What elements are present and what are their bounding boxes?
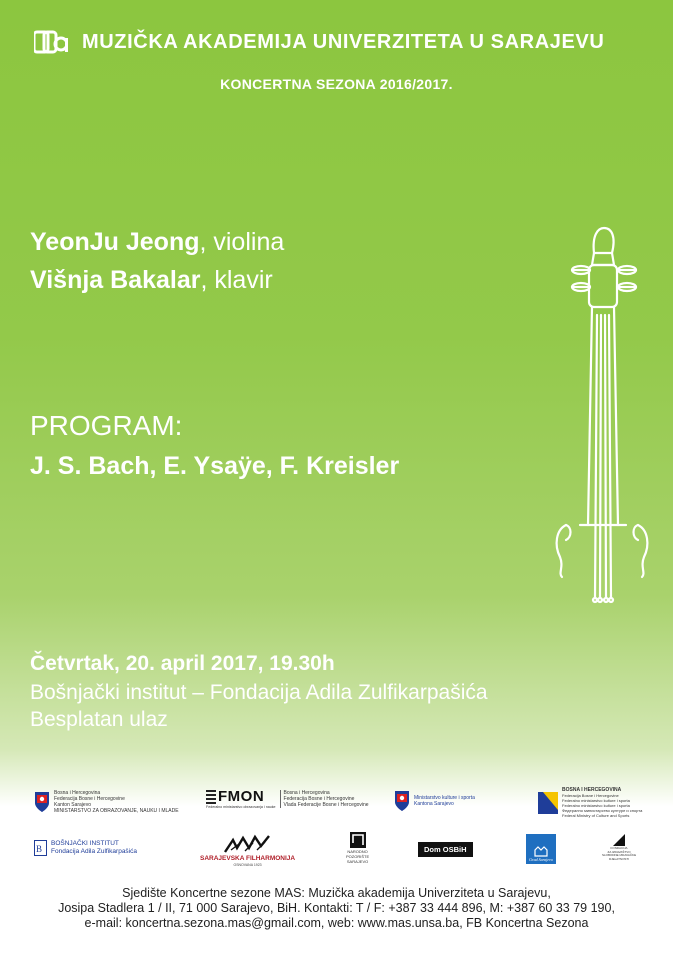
program-label: PROGRAM: xyxy=(30,410,183,441)
sponsor-text: Ministarstvo kulture i sporta xyxy=(414,795,475,801)
sponsor-text: SARAJEVSKA FILHARMONIJA xyxy=(200,855,296,862)
bih-flag-icon xyxy=(538,792,558,814)
footer-contact xyxy=(0,886,673,931)
sponsor-sarajevska-filharmonija xyxy=(200,834,295,867)
performer-instrument: , violina xyxy=(199,228,285,256)
season-title: KONCERTNA SEZONA 2016/2017. xyxy=(220,76,453,92)
violin-outline-icon xyxy=(548,225,656,605)
sponsor-text: Vlada Federacije Bosne i Hercegovine xyxy=(283,801,369,808)
sponsor-text: Kantona Sarajevo xyxy=(414,801,454,807)
sponsor-text: DJELATNOSTI xyxy=(608,856,630,861)
academy-title: MUZIČKA AKADEMIJA UNIVERZITETA U SARAJEVU xyxy=(82,31,605,53)
sponsor-text: Federal Ministry of Culture and Sports xyxy=(562,813,630,818)
performer-name: YeonJu Jeong xyxy=(30,228,200,256)
sponsor-text: OSNOVANA 1923 xyxy=(233,863,262,867)
sponsor-text: FONDACIJA xyxy=(610,846,628,850)
coat-of-arms-icon xyxy=(34,791,50,813)
sponsor-text: Bosna i Hercegovina xyxy=(54,790,101,796)
program-composers: J. S. Bach, E. Ysaÿe, F. Kreisler xyxy=(30,452,400,480)
event-venue: Bošnjački institut – Fondacija Adila Zulfikarpašića xyxy=(30,681,488,704)
sponsor-federal-ministry-culture xyxy=(538,788,642,818)
sponsor-text: Federacija Bosne i Hercegovine xyxy=(54,796,125,802)
sponsor-text: BOŠNJAČKI INSTITUT xyxy=(51,840,119,847)
footer-line: Sjedište Koncertne sezone MAS: Muzička akademija Univerziteta u Sarajevu, xyxy=(122,886,551,900)
sponsor-grad-sarajevo xyxy=(526,834,556,864)
sponsor-text: Kanton Sarajevo xyxy=(54,802,91,808)
sponsor-text: ZA IZDAVAŠTVO xyxy=(607,849,631,854)
fmon-lines-icon xyxy=(206,790,216,804)
sponsor-fmon xyxy=(206,788,369,809)
sponsor-text: Федерално министарство културе и спорта xyxy=(562,808,643,813)
sponsor-text: MINISTARSTVO ZA OBRAZOVANJE, NAUKU I MLADE xyxy=(54,808,179,814)
sponsor-text: Federacija Bosne i Hercegovine xyxy=(283,795,355,802)
city-emblem-icon xyxy=(534,845,548,857)
sponsor-ministry-culture-ks xyxy=(394,790,475,812)
footer-line: e-mail: koncertna.sezona.mas@gmail.com, web: www.mas.unsa.ba, FB Koncertna Sezona xyxy=(84,916,589,930)
sponsor-text: Bosna i Hercegovina xyxy=(283,789,330,796)
sponsor-text: SARAJEVO xyxy=(346,859,369,864)
sponsor-text: NARODNO xyxy=(347,849,368,854)
sponsor-text: Fondacija Adila Zulfikarpašića xyxy=(51,848,137,855)
footer-line: Josipa Stadlera 1 / II, 71 000 Sarajevo, BiH. Kontakti: T / F: +387 33 444 896, M: +387 60 33 79 190, xyxy=(58,901,615,915)
sponsor-text: Federalno ministarstvo kulture i sporta xyxy=(562,803,630,808)
philharmonic-icon xyxy=(221,834,275,854)
sponsor-text: Dom OSBiH xyxy=(418,842,473,857)
theatre-logo-icon xyxy=(350,832,366,848)
performer-2 xyxy=(30,266,273,295)
foundation-logo-icon xyxy=(612,834,626,846)
sponsor-kanton-sarajevo-education xyxy=(34,790,179,814)
performer-instrument: , klavir xyxy=(200,266,273,294)
coat-of-arms-icon xyxy=(394,790,410,812)
sponsor-title: BOSNA I HERCEGOVINA xyxy=(562,787,622,793)
sponsor-dom-osbih xyxy=(418,842,473,857)
bi-logo-icon xyxy=(34,840,47,856)
event-datetime: Četvrtak, 20. april 2017, 19.30h xyxy=(30,652,335,675)
sponsor-narodno-pozoriste xyxy=(346,832,369,864)
sponsor-text: SLOBODNE IZDAVAČKE xyxy=(602,853,637,858)
sponsor-text: Federalno ministarstvo kulture i sporta xyxy=(562,798,630,803)
svg-text:B: B xyxy=(36,844,43,854)
sponsor-text: Federalno ministarstvo obrazovanja i nauke xyxy=(206,805,276,809)
sponsor-text: POZORIŠTE xyxy=(346,854,370,859)
sponsor-text: Federacija Bosne i Hercegovine xyxy=(562,793,619,798)
sponsor-text: Grad Sarajevo xyxy=(529,857,553,862)
sponsor-fondacija-izdavastvo xyxy=(602,834,636,861)
fmon-name: FMON xyxy=(218,788,265,805)
event-admission: Besplatan ulaz xyxy=(30,708,168,731)
performer-1 xyxy=(30,228,284,257)
performer-name: Višnja Bakalar xyxy=(30,266,201,294)
sponsor-bosnjacki-institut xyxy=(34,840,137,856)
ma-logo-icon xyxy=(34,30,68,54)
